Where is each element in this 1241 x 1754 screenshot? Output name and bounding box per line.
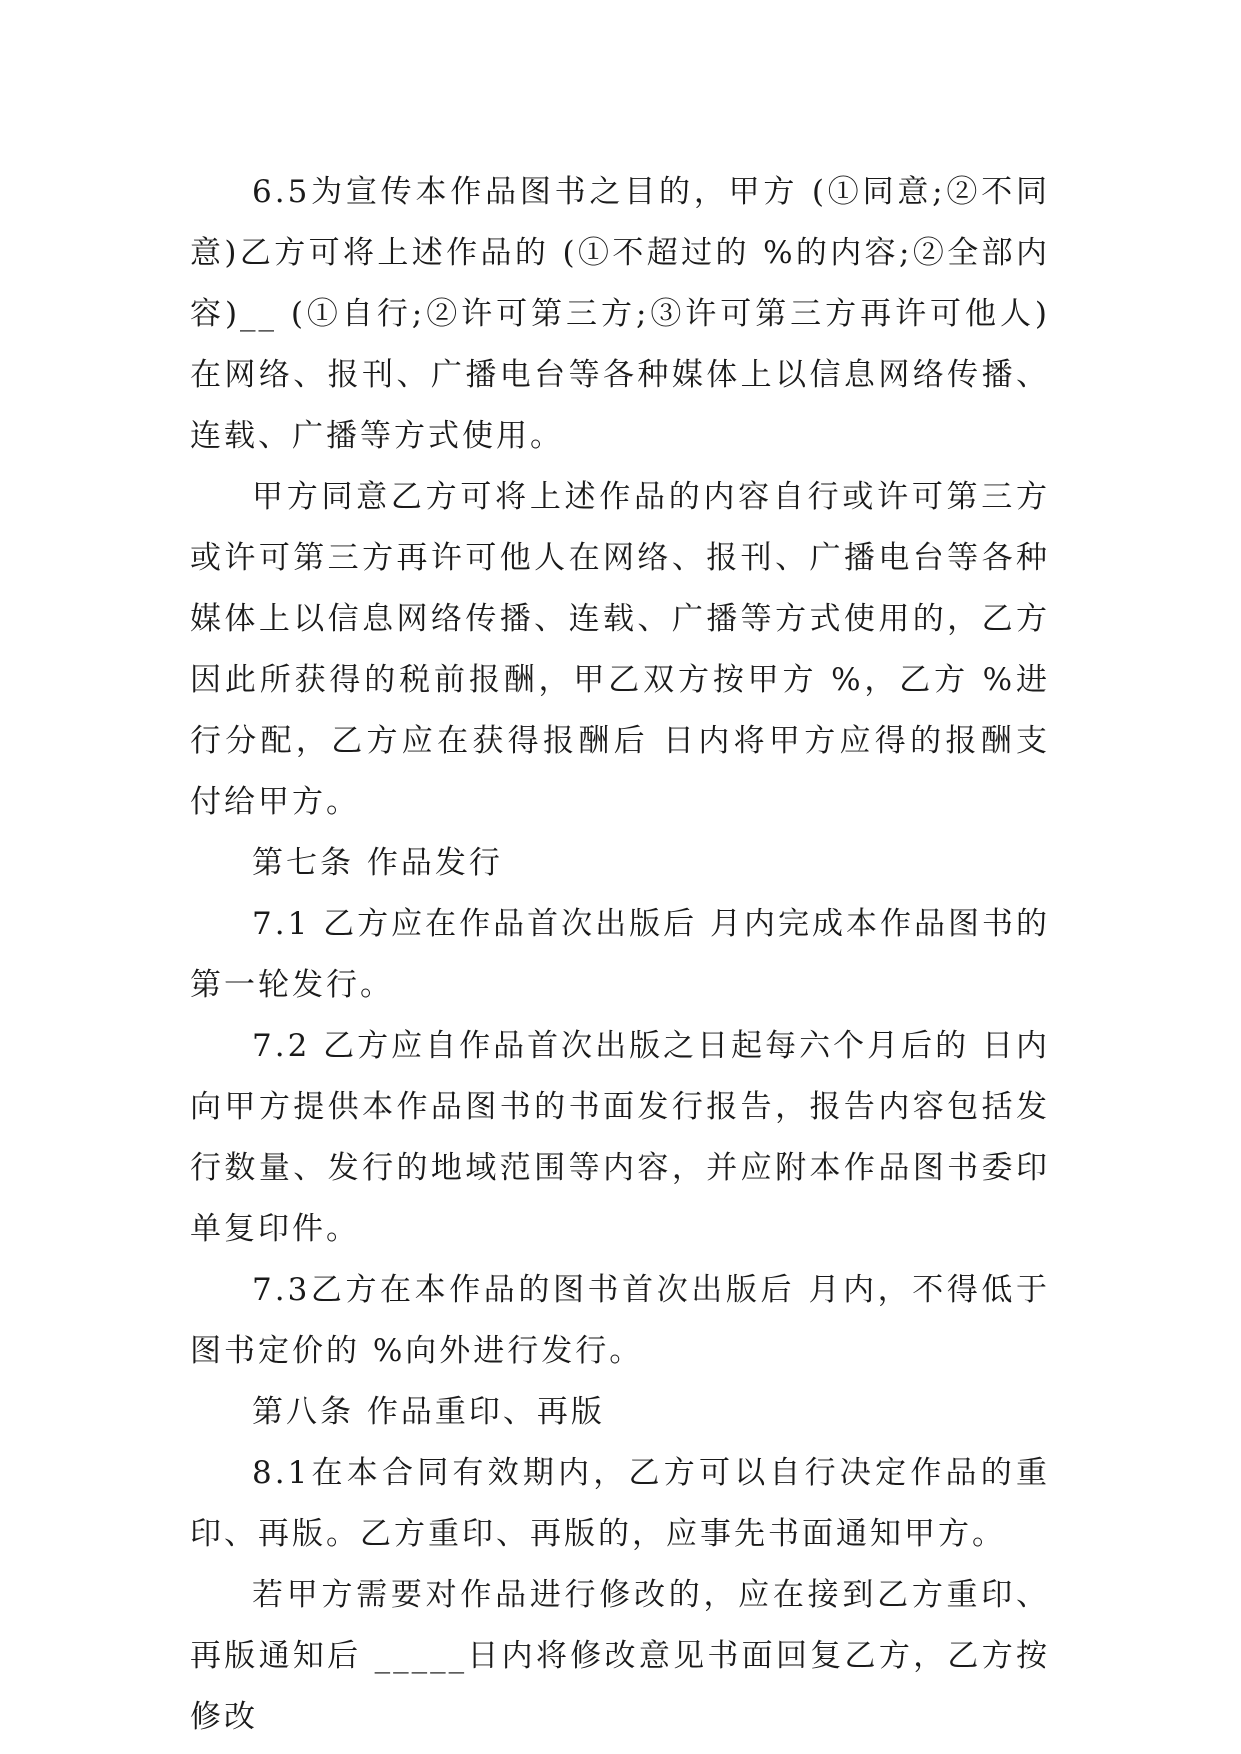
paragraph-revision: 若甲方需要对作品进行修改的，应在接到乙方重印、再版通知后 _____日内将修改意见书面回复乙方，乙方按修改 xyxy=(190,1577,1050,1735)
paragraph-7-2: 7.2 乙方应自作品首次出版之日起每六个月后的 日内向甲方提供本作品图书的书面发行报告，报告内容包括发行数量、发行的地域范围等内容，并应附本作品图书委印单复印件。 xyxy=(190,1028,1051,1247)
paragraph-7-3: 7.3乙方在本作品的图书首次出版后 月内，不得低于图书定价的 %向外进行发行。 xyxy=(190,1272,1050,1369)
paragraph-7-1: 7.1 乙方应在作品首次出版后 月内完成本作品图书的第一轮发行。 xyxy=(190,906,1051,1003)
paragraph-6-5: 6.5为宣传本作品图书之目的，甲方 (①同意;②不同意)乙方可将上述作品的 (①不超过的 %的内容;②全部内容)__ (①自行;②许可第三方;③许可第三方再许可他人)在网络、报刊、广播电台等各种媒体上以信息网络传播、连载、广播等方式使用。 xyxy=(190,174,1050,454)
section-heading-article-7: 第七条 作品发行 xyxy=(252,845,503,881)
paragraph-8-1: 8.1在本合同有效期内，乙方可以自行决定作品的重印、再版。乙方重印、再版的，应事先书面通知甲方。 xyxy=(190,1455,1050,1552)
section-heading-article-8: 第八条 作品重印、再版 xyxy=(252,1394,605,1430)
document-body xyxy=(190,162,1050,1748)
paragraph-revenue-share: 甲方同意乙方可将上述作品的内容自行或许可第三方或许可第三方再许可他人在网络、报刊、广播电台等各种媒体上以信息网络传播、连载、广播等方式使用的，乙方因此所获得的税前报酬，甲乙双方按甲方 %，乙方 %进行分配，乙方应在获得报酬后 日内将甲方应得的报酬支付给甲方。 xyxy=(190,479,1050,820)
